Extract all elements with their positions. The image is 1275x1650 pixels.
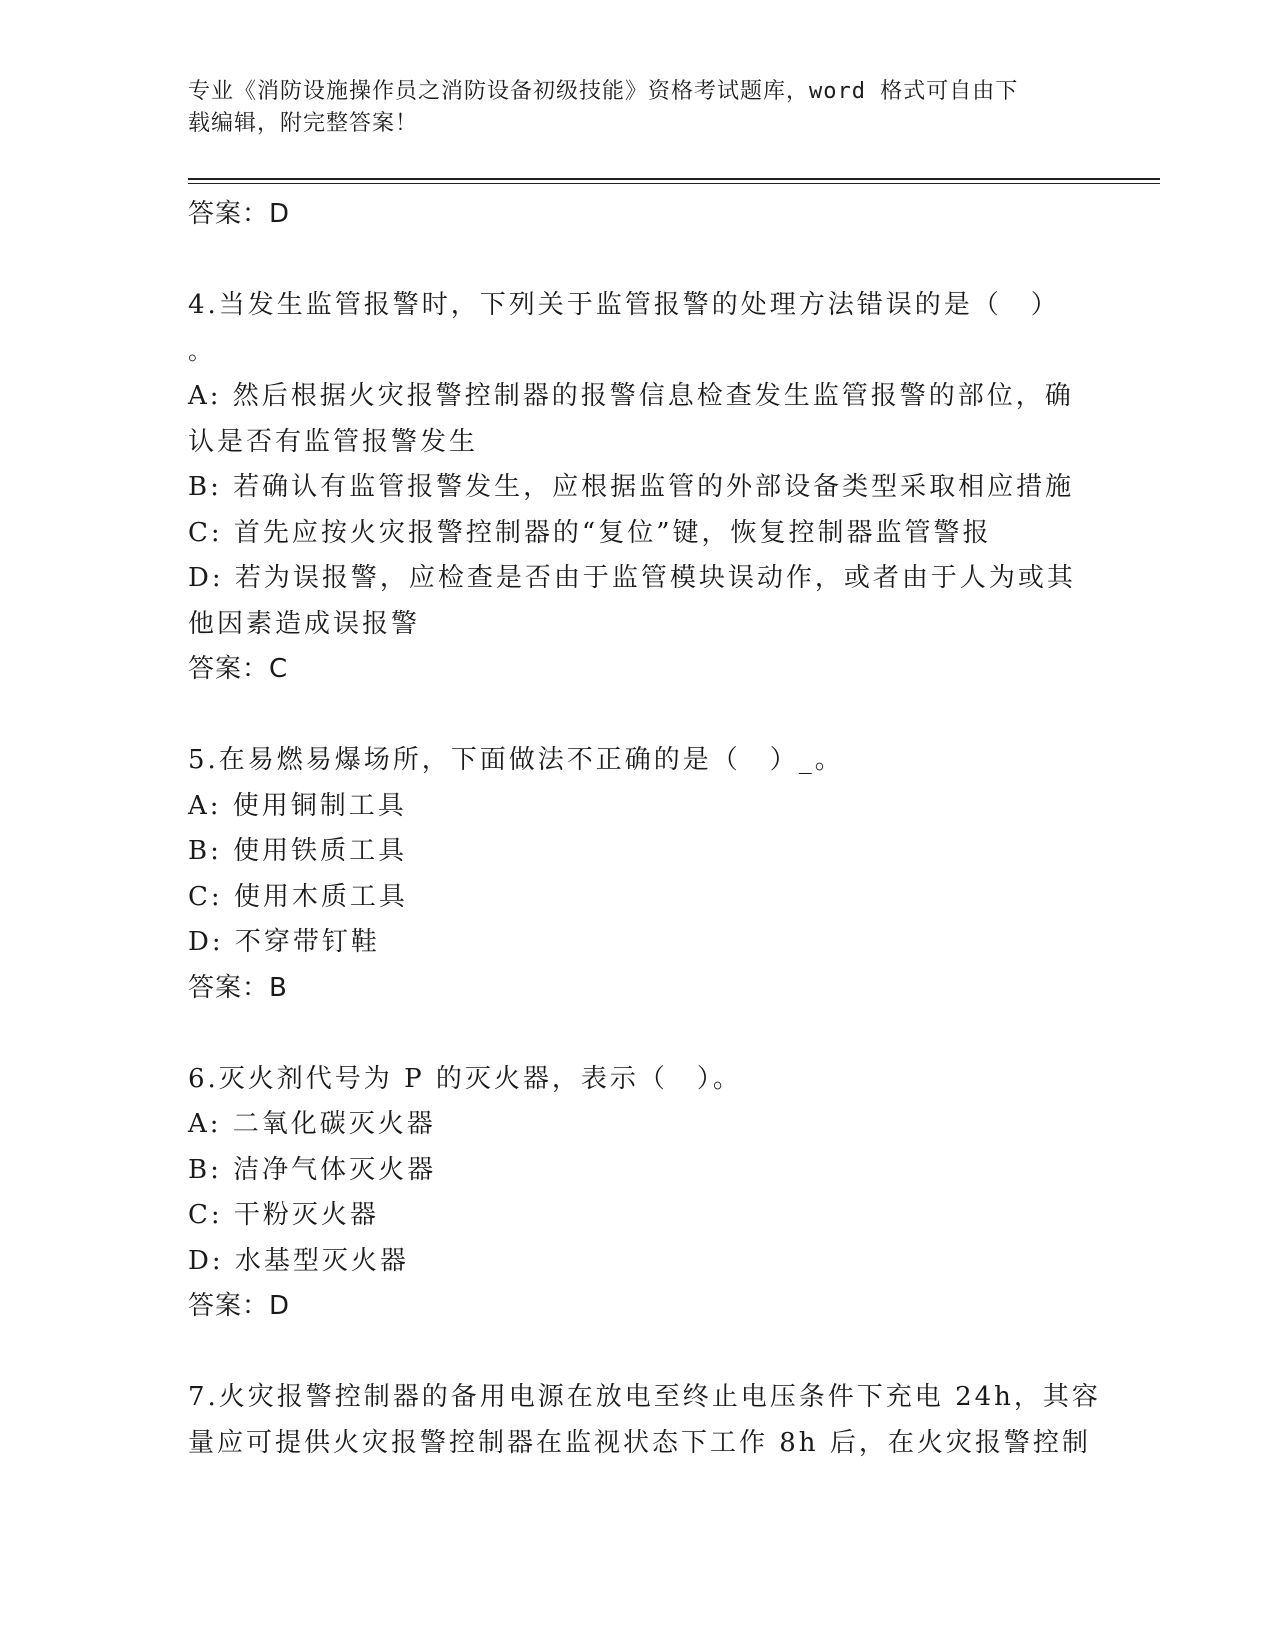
- question-4-text-line-1: 4.当发生监管报警时，下列关于监管报警的处理方法错误的是（ ）: [188, 290, 1060, 320]
- option-6a: A: 二氧化碳灭火器: [188, 1109, 436, 1139]
- option-6c: C: 干粉灭火器: [188, 1200, 379, 1230]
- option-4d-line-1: D: 若为误报警，应检查是否由于监管模块误动作，或者由于人为或其: [188, 563, 1076, 593]
- document-body: [188, 192, 1101, 1466]
- answer-q3: 答案：D: [188, 199, 291, 229]
- answer-q5: 答案：B: [188, 972, 288, 1003]
- option-4d-line-2: 他因素造成误报警: [188, 608, 421, 639]
- question-7-text-line-2: 量应可提供火灾报警控制器在监视状态下工作 8h 后，在火灾报警控制: [188, 1427, 1091, 1458]
- option-6d: D: 水基型灭火器: [188, 1245, 409, 1276]
- answer-q4: 答案：C: [188, 654, 289, 684]
- answer-q6: 答案：D: [188, 1291, 291, 1321]
- option-5b: B: 使用铁质工具: [188, 836, 408, 866]
- header-divider-thin: [188, 183, 1160, 184]
- option-6b: B: 洁净气体灭火器: [188, 1154, 437, 1185]
- option-4a-line-2: 认是否有监管报警发生: [188, 426, 479, 457]
- option-4b: B: 若确认有监管报警发生，应根据监管的外部设备类型采取相应措施: [188, 472, 1075, 502]
- question-7-text-line-1: 7.火灾报警控制器的备用电源在放电至终止电压条件下充电 24h，其容: [188, 1382, 1101, 1412]
- header-line-1: 专业《消防设施操作员之消防设备初级技能》资格考试题库，word 格式可自由下: [188, 79, 1019, 104]
- header-divider-thick: [188, 178, 1160, 180]
- document-header: [188, 76, 1078, 140]
- option-4a-line-1: A: 然后根据火灾报警控制器的报警信息检查发生监管报警的部位，确: [188, 381, 1074, 411]
- question-block-4: [188, 283, 1088, 693]
- spacer: [188, 693, 1088, 739]
- option-5c: C: 使用木质工具: [188, 881, 408, 912]
- question-block-6: [188, 1057, 1088, 1330]
- question-block-5: [188, 738, 1088, 1011]
- option-5a: A: 使用铜制工具: [188, 790, 407, 821]
- question-6-text: 6.灭火剂代号为 P 的灭火器，表示（ ）。: [188, 1063, 742, 1094]
- question-5-text: 5.在易燃易爆场所，下面做法不正确的是（ ）_。: [188, 745, 844, 775]
- option-5d: D: 不穿带钉鞋: [188, 927, 380, 957]
- question-block-7: [188, 1375, 1101, 1466]
- header-line-2: 载编辑，附完整答案！: [188, 111, 419, 136]
- spacer: [188, 238, 1088, 284]
- spacer: [188, 1330, 1088, 1376]
- option-4c: C: 首先应按火灾报警控制器的“复位”键，恢复控制器监管警报: [188, 517, 992, 548]
- spacer: [188, 1011, 1088, 1057]
- question-4-text-line-2: 。: [188, 336, 215, 365]
